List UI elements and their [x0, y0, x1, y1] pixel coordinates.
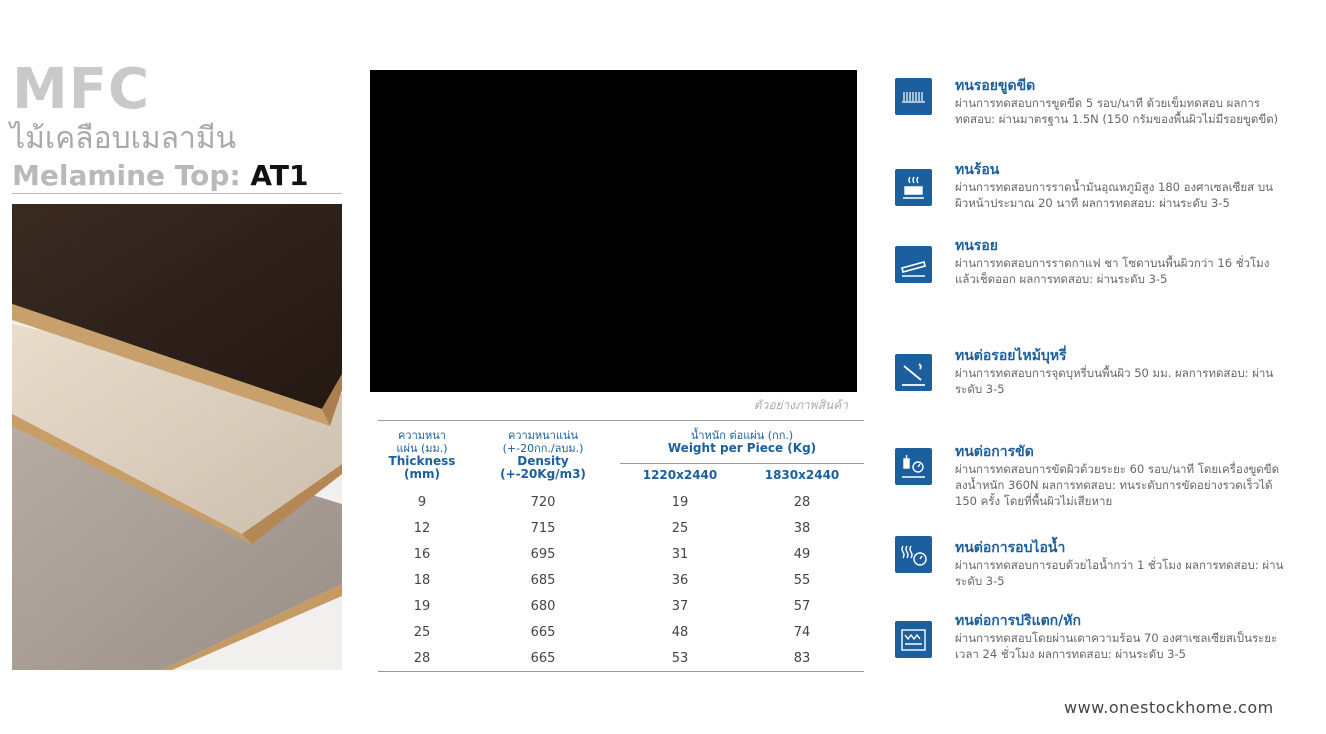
stain-icon	[895, 246, 932, 283]
cell-density: 685	[530, 572, 556, 588]
cell-w2: 57	[793, 598, 811, 614]
cell-w2: 28	[793, 494, 811, 510]
col-weight-th: น้ำหนัก ต่อแผ่น (กก.)	[690, 429, 794, 442]
table-row	[378, 619, 864, 645]
cell-w1: 48	[671, 624, 689, 640]
col-density-th: ความหนาแน่น (+-20กก./ลบม.)	[502, 429, 584, 455]
melamine-top-heading	[12, 158, 308, 194]
feature-desc: ผ่านการทดสอบการขัดผิวด้วยระยะ 60 รอบ/นาที โดยเครื่องขูดขีดลงน้ำหนัก 360N ผลการทดสอบ: ทนระดับการขัดอย่างรวดเร็วได้ 150 ครั้ง โดยที่พื้นผิวไม่เสียหาย	[955, 462, 1280, 508]
feature-desc: ผ่านการทดสอบโดยผ่านเตาความร้อน 70 องศาเซลเซียสเป็นระยะเวลา 24 ชั่วโมง ผลการทดสอบ: ผ่านระดับ 3-5	[955, 631, 1278, 661]
cell-density: 665	[530, 624, 556, 640]
col-size-1: 1220x2440	[620, 464, 740, 490]
hot-pot-icon	[895, 169, 932, 206]
cell-w1: 36	[671, 572, 689, 588]
cell-density: 665	[530, 650, 556, 666]
cell-w1: 25	[671, 520, 689, 536]
col-thickness-header	[378, 421, 466, 490]
table-row	[378, 489, 864, 515]
feature-title: ทนร้อน	[955, 162, 1000, 178]
feature-desc: ผ่านการทดสอบการราดกาแฟ ชา โซดาบนพื้นผิวกว่า 16 ชั่วโมงแล้วเช็ดออก ผลการทดสอบ: ผ่านระดับ 3-5	[955, 256, 1270, 286]
feature-title: ทนต่อการขัด	[955, 444, 1034, 460]
feature-desc: ผ่านการทดสอบการอบด้วยไอน้ำกว่า 1 ชั่วโมง ผลการทดสอบ: ผ่านระดับ 3-5	[955, 558, 1284, 588]
table-row	[378, 645, 864, 672]
crack-icon	[895, 621, 932, 658]
cell-thickness: 28	[413, 650, 431, 666]
cell-w1: 31	[671, 546, 689, 562]
thai-subtitle: ไม้เคลือบเมลามีน	[10, 121, 237, 156]
product-code: AT1	[250, 159, 309, 192]
cell-thickness: 19	[413, 598, 431, 614]
website-url: www.onestockhome.com	[1064, 698, 1274, 717]
product-image	[370, 70, 857, 392]
feature-desc: ผ่านการทดสอบการขูดขีด 5 รอบ/นาที ด้วยเข็มทดสอบ ผลการทดสอบ: ผ่านมาตรฐาน 1.5N (150 กรัมของพื้นผิวไม่มีรอยขูดขีด)	[955, 96, 1279, 126]
col-density-en: Density (+-20Kg/m3)	[500, 454, 586, 481]
feature-title: ทนต่อการปริแตก/หัก	[955, 613, 1081, 629]
heading-divider	[12, 193, 342, 194]
cell-density: 715	[530, 520, 556, 536]
cell-w2: 74	[793, 624, 811, 640]
cell-density: 680	[530, 598, 556, 614]
spec-table	[378, 420, 864, 672]
table-row	[378, 593, 864, 619]
cell-thickness: 12	[413, 520, 431, 536]
feature-title: ทนรอย	[955, 238, 998, 254]
cell-w2: 38	[793, 520, 811, 536]
boards-photo	[12, 204, 342, 670]
cigarette-icon	[895, 354, 932, 391]
cell-w1: 53	[671, 650, 689, 666]
col-size-2: 1830x2440	[740, 464, 864, 490]
feature-title: ทนต่อรอยไหม้บุหรี่	[955, 348, 1067, 364]
table-row	[378, 567, 864, 593]
table-row	[378, 541, 864, 567]
feature-desc: ผ่านการทดสอบการราดน้ำมันอุณหภูมิสูง 180 องศาเซลเซียส บนผิวหน้าประมาณ 20 นาที ผลการทดสอบ: ผ่านระดับ 3-5	[955, 180, 1273, 210]
col-weight-header	[620, 421, 864, 464]
col-density-header	[466, 421, 620, 490]
feature-title: ทนต่อการอบไอน้ำ	[955, 540, 1066, 556]
scratch-icon	[895, 78, 932, 115]
cell-thickness: 18	[413, 572, 431, 588]
cell-w1: 37	[671, 598, 689, 614]
cell-w1: 19	[671, 494, 689, 510]
feature-title: ทนรอยขูดขีด	[955, 78, 1036, 94]
cell-thickness: 25	[413, 624, 431, 640]
feature-desc: ผ่านการทดสอบการจุดบุหรี่บนพื้นผิว 50 มม. ผลการทดสอบ: ผ่านระดับ 3-5	[955, 366, 1274, 396]
col-thickness-en: Thickness (mm)	[388, 454, 456, 481]
table-row	[378, 515, 864, 541]
abrasion-icon	[895, 448, 932, 485]
col-thickness-th: ความหนา แผ่น (มม.)	[396, 429, 448, 455]
cell-w2: 49	[793, 546, 811, 562]
cell-thickness: 9	[417, 494, 427, 510]
cell-w2: 55	[793, 572, 811, 588]
image-caption: ตัวอย่างภาพสินค้า	[753, 398, 848, 412]
page-title: MFC	[12, 57, 151, 122]
cell-w2: 83	[793, 650, 811, 666]
cell-density: 695	[530, 546, 556, 562]
melamine-label: Melamine Top:	[12, 159, 241, 192]
steam-icon	[895, 536, 932, 573]
col-weight-en: Weight per Piece (Kg)	[667, 441, 817, 455]
cell-thickness: 16	[413, 546, 431, 562]
cell-density: 720	[530, 494, 556, 510]
